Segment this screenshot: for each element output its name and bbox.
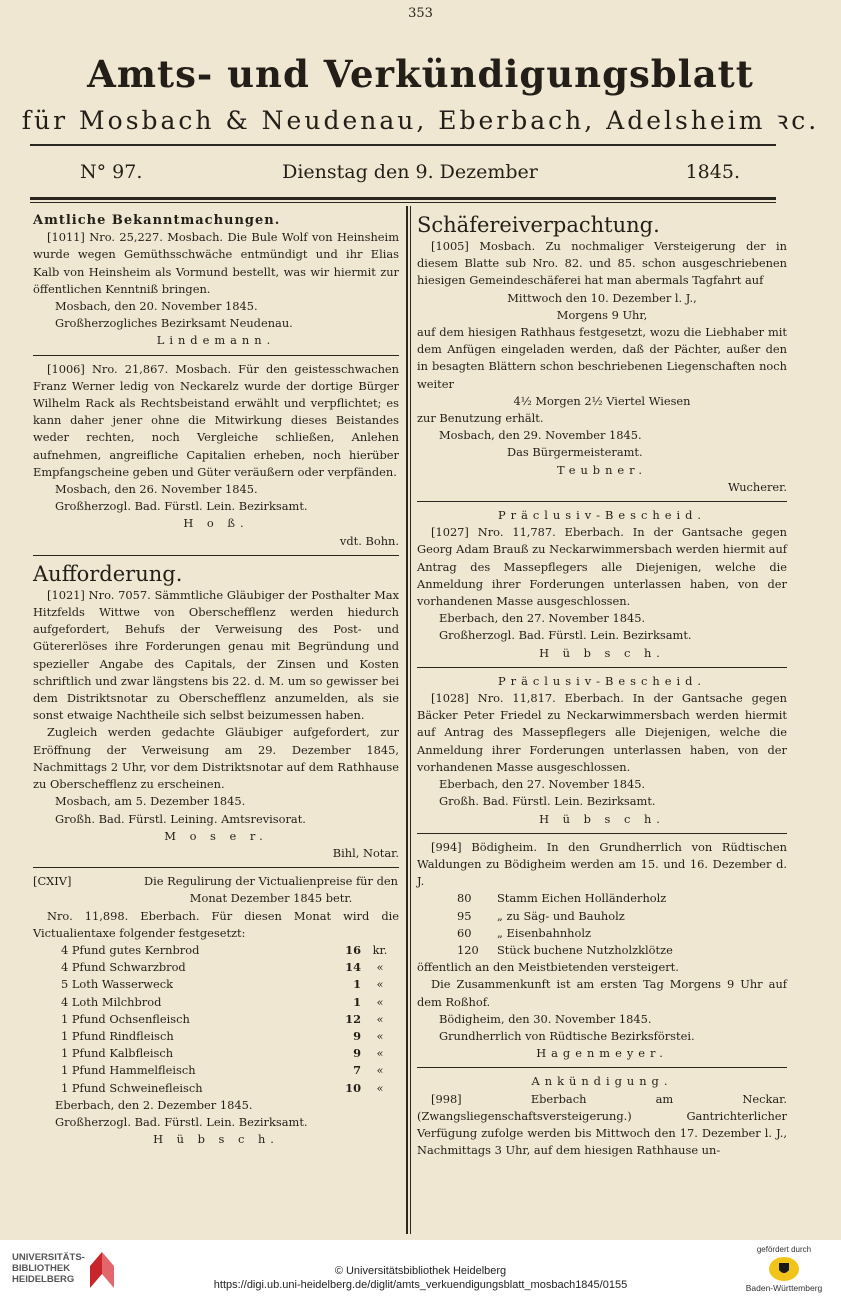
column-divider-thin bbox=[410, 206, 411, 1234]
notice-office: Grundherrlich von Rüdtische Bezirksförstei. bbox=[439, 1028, 695, 1043]
price-unit: « bbox=[376, 994, 384, 1009]
notice-1021 bbox=[33, 587, 399, 862]
notice-area: 4½ Morgen 2½ Viertel Wiesen bbox=[513, 393, 691, 408]
notice-text: [1006] Nro. 21,867. Mosbach. Für den geistesschwachen Franz Werner ledig von Neckarelz wurde der dortige Bürger Wilhelm Rack als Rechtsbeistand erwählt und verpflichtet; es kann daher jener ohne die Mitwirkung dieses Beistandes weder rechten, noch Vergleiche schließen, Anlehen aufnehmen, angreifliche Capitalien erheben, noch hierüber Empfangscheine geben und Güter veräußern oder verpfänden. bbox=[33, 361, 399, 479]
issue-number: N° 97. bbox=[80, 161, 143, 183]
notice-text-3: Die Zusammenkunft ist am ersten Tag Morgens 9 Uhr auf dem Roßhof. bbox=[417, 977, 787, 1009]
price-item: 1 Pfund Rindfleisch bbox=[61, 1028, 174, 1043]
table-row bbox=[33, 976, 399, 993]
divider bbox=[417, 1067, 787, 1068]
notice-date: Eberbach, den 27. November 1845. bbox=[439, 611, 646, 626]
table-row bbox=[33, 1028, 399, 1045]
notice-office: Großherzogliches Bezirksamt Neudenau. bbox=[55, 316, 293, 331]
notice-date: Mosbach, den 26. November 1845. bbox=[55, 482, 258, 497]
notice-signature: Teubner. bbox=[557, 462, 647, 477]
notice-994 bbox=[417, 839, 787, 1063]
table-row bbox=[33, 1011, 399, 1028]
notice-office: Großherzogl. Bad. Fürstl. Lein. Bezirksamt. bbox=[55, 1114, 308, 1129]
price-value: 9 bbox=[353, 1046, 361, 1061]
notice-office: Großh. Bad. Fürstl. Lein. Bezirksamt. bbox=[439, 794, 656, 809]
footer-credits bbox=[0, 1264, 841, 1292]
regulation-header bbox=[33, 873, 399, 907]
notice-date: Mosbach, am 5. Dezember 1845. bbox=[55, 794, 246, 809]
list-item bbox=[417, 890, 787, 907]
price-item: 4 Pfund Schwarzbrod bbox=[61, 960, 186, 975]
page-number: 353 bbox=[408, 6, 433, 21]
wood-list bbox=[417, 890, 787, 959]
notice-signature: Lindemann. bbox=[156, 333, 276, 348]
wood-item: „ Eisenbahnholz bbox=[497, 925, 591, 940]
coat-of-arms-icon bbox=[768, 1256, 800, 1282]
price-unit: « bbox=[376, 960, 384, 975]
price-item: 5 Loth Wasserweck bbox=[61, 977, 173, 992]
list-item bbox=[417, 908, 787, 925]
wood-item: Stamm Eichen Holländerholz bbox=[497, 891, 667, 906]
wood-quantity: 95 bbox=[457, 908, 472, 923]
price-item: 4 Pfund gutes Kernbrod bbox=[61, 942, 200, 957]
notice-text: Nro. 11,898. Eberbach. Für diesen Monat wird die Victualientaxe folgender festgesetzt: bbox=[33, 908, 399, 940]
notice-title: Präclusiv-Bescheid. bbox=[498, 673, 706, 688]
section-title: Amtliche Bekanntmachungen. bbox=[33, 213, 281, 228]
notice-date: Eberbach, den 27. November 1845. bbox=[439, 777, 646, 792]
notice-text: [1011] Nro. 25,227. Mosbach. Die Bule Wolf von Heinsheim wurde wegen Gemüthsschwäche entmündigt und ihr Elias Kalb von Heinsheim als Vormund bestellt, was wir hiermit zur öffentlichen Kenntniß bringen. bbox=[33, 230, 399, 296]
price-value: 14 bbox=[345, 960, 361, 975]
notice-1005 bbox=[417, 238, 787, 496]
divider bbox=[417, 833, 787, 834]
permalink[interactable]: https://digi.ub.uni-heidelberg.de/diglit/amts_verkuendigungsblatt_mosbach1845/0155 bbox=[213, 1279, 628, 1291]
notice-text: [1021] Nro. 7057. Sämmtliche Gläubiger der Posthalter Max Hitzfelds Wittwe von Oberschefflenz werden hiedurch aufgefordert, Behufs der Verweisung des Post- und Gütererlöses ihre Forderungen genau mit Begründung und spezieller Angabe des Capitals, der Zinsen und Kosten schriftlich und zwar längstens bis 22. d. M. um so gewisser bei dem Distriktsnotar zu Oberschefflenz anzumelden, als sie sonst etwaige Nachtheile sich selbst beizumessen haben. bbox=[33, 587, 399, 723]
price-value: 10 bbox=[345, 1080, 361, 1095]
notice-date-line: Mittwoch den 10. Dezember l. J., bbox=[507, 290, 697, 305]
notice-cxiv bbox=[33, 873, 399, 1148]
notice-signature: Hagenmeyer. bbox=[536, 1046, 668, 1061]
notice-text: [1005] Mosbach. Zu nochmaliger Versteigerung der in diesem Blatte sub Nro. 82. und 85. schon ausgeschriebenen hiesigen Gemeindeschäferei hat man abermals Tagfahrt auf bbox=[417, 239, 787, 288]
table-row bbox=[33, 1045, 399, 1062]
divider bbox=[417, 667, 787, 668]
table-row bbox=[33, 959, 399, 976]
divider bbox=[33, 867, 399, 868]
notice-office: Großherzogl. Bad. Fürstl. Lein. Bezirksamt. bbox=[439, 628, 692, 643]
price-unit: « bbox=[376, 1063, 384, 1078]
notice-text: [1028] Nro. 11,817. Eberbach. In der Gantsache gegen Bäcker Peter Friedel zu Neckarwimmersbach werden hiermit auf Antrag des Massepflegers alle Diejenigen, welche die Anmeldung ihrer Forderungen unterlassen haben, von der vorhandenen Masse ausgeschlossen. bbox=[417, 691, 787, 774]
notice-signature: H ü b s c h. bbox=[153, 1132, 279, 1147]
notice-date: Mosbach, den 29. November 1845. bbox=[439, 428, 642, 443]
table-row bbox=[33, 942, 399, 959]
table-row bbox=[33, 1080, 399, 1097]
table-row bbox=[33, 1062, 399, 1079]
notice-notary: Bihl, Notar. bbox=[332, 845, 399, 860]
notice-1028 bbox=[417, 673, 787, 828]
issue-year: 1845. bbox=[685, 161, 740, 183]
price-value: 9 bbox=[353, 1028, 361, 1043]
copyright: © Universitätsbibliothek Heidelberg bbox=[334, 1265, 507, 1277]
price-value: 1 bbox=[353, 994, 361, 1009]
heading-aufforderung: Aufforderung. bbox=[33, 561, 183, 586]
notice-signature: M o s e r. bbox=[164, 828, 268, 843]
right-column bbox=[417, 212, 787, 1159]
notice-vdt: vdt. Bohn. bbox=[339, 533, 399, 548]
price-item: 1 Pfund Hammelfleisch bbox=[61, 1063, 196, 1078]
left-column bbox=[33, 212, 399, 1148]
library-line: UNIVERSITÄTS- bbox=[12, 1252, 85, 1263]
price-table bbox=[33, 942, 399, 1097]
notice-signature: H ü b s c h. bbox=[539, 811, 665, 826]
notice-text: [994] Bödigheim. In den Grundherrlich von Rüdtischen Waldungen zu Bödigheim werden am 15. und 16. Dezember d. J. bbox=[417, 839, 787, 889]
notice-998 bbox=[417, 1073, 787, 1159]
masthead-title: Amts- und Verkündigungsblatt bbox=[87, 52, 754, 96]
price-unit: « bbox=[376, 1080, 384, 1095]
notice-signature: H ü b s c h. bbox=[539, 645, 665, 660]
header-rule-thin bbox=[30, 202, 776, 203]
issue-line bbox=[80, 156, 740, 188]
notice-text: [998] Eberbach am Neckar. (Zwangsliegenschaftsversteigerung.) Gantrichterlicher Verfügung zufolge werden bis Mittwoch den 17. Dezember l. J., Nachmittags 3 Uhr, auf dem hiesigen Rathhause un- bbox=[417, 1091, 787, 1158]
notice-text-2: Zugleich werden gedachte Gläubiger aufgefordert, zur Eröffnung der Verweisung am 29. Dezember 1845, Nachmittags 2 Uhr, vor dem Distriktsnotar auf dem Rathhause zu Oberschefflenz zu erscheinen. bbox=[33, 725, 399, 792]
notice-text-3: zur Benutzung erhält. bbox=[417, 411, 544, 426]
header-rule bbox=[30, 197, 776, 200]
wood-quantity: 60 bbox=[457, 925, 472, 940]
library-line: BIBLIOTHEK bbox=[12, 1263, 71, 1274]
price-unit: « bbox=[376, 1046, 384, 1061]
price-item: 1 Pfund Schweinefleisch bbox=[61, 1080, 203, 1095]
price-unit: « bbox=[376, 977, 384, 992]
notice-clerk: Wucherer. bbox=[727, 479, 787, 494]
price-item: 4 Loth Milchbrod bbox=[61, 994, 162, 1009]
notice-date: Eberbach, den 2. Dezember 1845. bbox=[55, 1097, 253, 1112]
notice-text-2: öffentlich an den Meistbietenden versteigert. bbox=[417, 960, 679, 975]
price-unit: « bbox=[376, 1011, 384, 1026]
notice-office: Das Bürgermeisteramt. bbox=[507, 445, 643, 460]
divider bbox=[33, 355, 399, 356]
notice-office: Großh. Bad. Fürstl. Leining. Amtsrevisorat. bbox=[55, 811, 306, 826]
notice-date: Mosbach, den 20. November 1845. bbox=[55, 299, 258, 314]
sponsor-block bbox=[739, 1245, 829, 1293]
wood-quantity: 80 bbox=[457, 891, 472, 906]
notice-signature: H o ß. bbox=[183, 516, 249, 531]
price-value: 16 bbox=[345, 942, 361, 957]
viewer-footer bbox=[0, 1240, 841, 1300]
price-value: 12 bbox=[345, 1011, 361, 1026]
notice-title: Präclusiv-Bescheid. bbox=[498, 508, 706, 523]
notice-title: Ankündigung. bbox=[531, 1074, 673, 1089]
notice-1027 bbox=[417, 507, 787, 662]
price-item: 1 Pfund Ochsenfleisch bbox=[61, 1011, 190, 1026]
masthead-subtitle: für Mosbach & Neudenau, Eberbach, Adelsheim ꝛc. bbox=[21, 106, 820, 135]
price-unit: « bbox=[376, 1028, 384, 1043]
notice-1006 bbox=[33, 361, 399, 550]
list-item bbox=[417, 942, 787, 959]
issue-date: Dienstag den 9. Dezember bbox=[282, 161, 538, 183]
heading-schaefereiverpachtung: Schäfereiverpachtung. bbox=[417, 213, 660, 237]
list-item bbox=[417, 925, 787, 942]
masthead-rule bbox=[30, 144, 776, 146]
price-unit: kr. bbox=[372, 942, 388, 957]
sponsor-label: gefördert durch bbox=[756, 1245, 812, 1254]
wood-item: Stück buchene Nutzholzklötze bbox=[497, 942, 673, 957]
table-row bbox=[33, 994, 399, 1011]
notice-tag: [CXIV] bbox=[33, 874, 72, 889]
notice-office: Großherzogl. Bad. Fürstl. Lein. Bezirksamt. bbox=[55, 499, 308, 514]
divider bbox=[417, 501, 787, 502]
divider bbox=[33, 555, 399, 556]
wood-quantity: 120 bbox=[457, 942, 479, 957]
library-line: HEIDELBERG bbox=[12, 1274, 75, 1285]
notice-text: [1027] Nro. 11,787. Eberbach. In der Gantsache gegen Georg Adam Brauß zu Neckarwimmersbach werden hiermit auf Antrag des Massepflegers alle Diejenigen, welche die Anmeldung ihrer Forderungen unterlassen haben, von der vorhandenen Masse ausgeschlossen. bbox=[417, 525, 787, 609]
notice-1011 bbox=[33, 229, 399, 349]
price-value: 7 bbox=[353, 1063, 361, 1078]
column-divider bbox=[406, 206, 408, 1234]
notice-text-2: auf dem hiesigen Rathhaus festgesetzt, wozu die Liebhaber mit dem Anfügen eingeladen werden, daß der Pächter, außer den in besagten Blättern schon beschriebenen Liegenschaften noch weiter bbox=[417, 325, 787, 391]
wood-item: „ zu Säg- und Bauholz bbox=[497, 908, 625, 923]
price-value: 1 bbox=[353, 977, 361, 992]
price-item: 1 Pfund Kalbfleisch bbox=[61, 1046, 174, 1061]
sponsor-name: Baden-Württemberg bbox=[745, 1283, 823, 1293]
notice-date: Bödigheim, den 30. November 1845. bbox=[439, 1011, 652, 1026]
regulation-subject: Die Regulirung der Victualienpreise für den Monat Dezember 1845 betr. bbox=[144, 874, 398, 906]
notice-time-line: Morgens 9 Uhr, bbox=[556, 307, 648, 322]
